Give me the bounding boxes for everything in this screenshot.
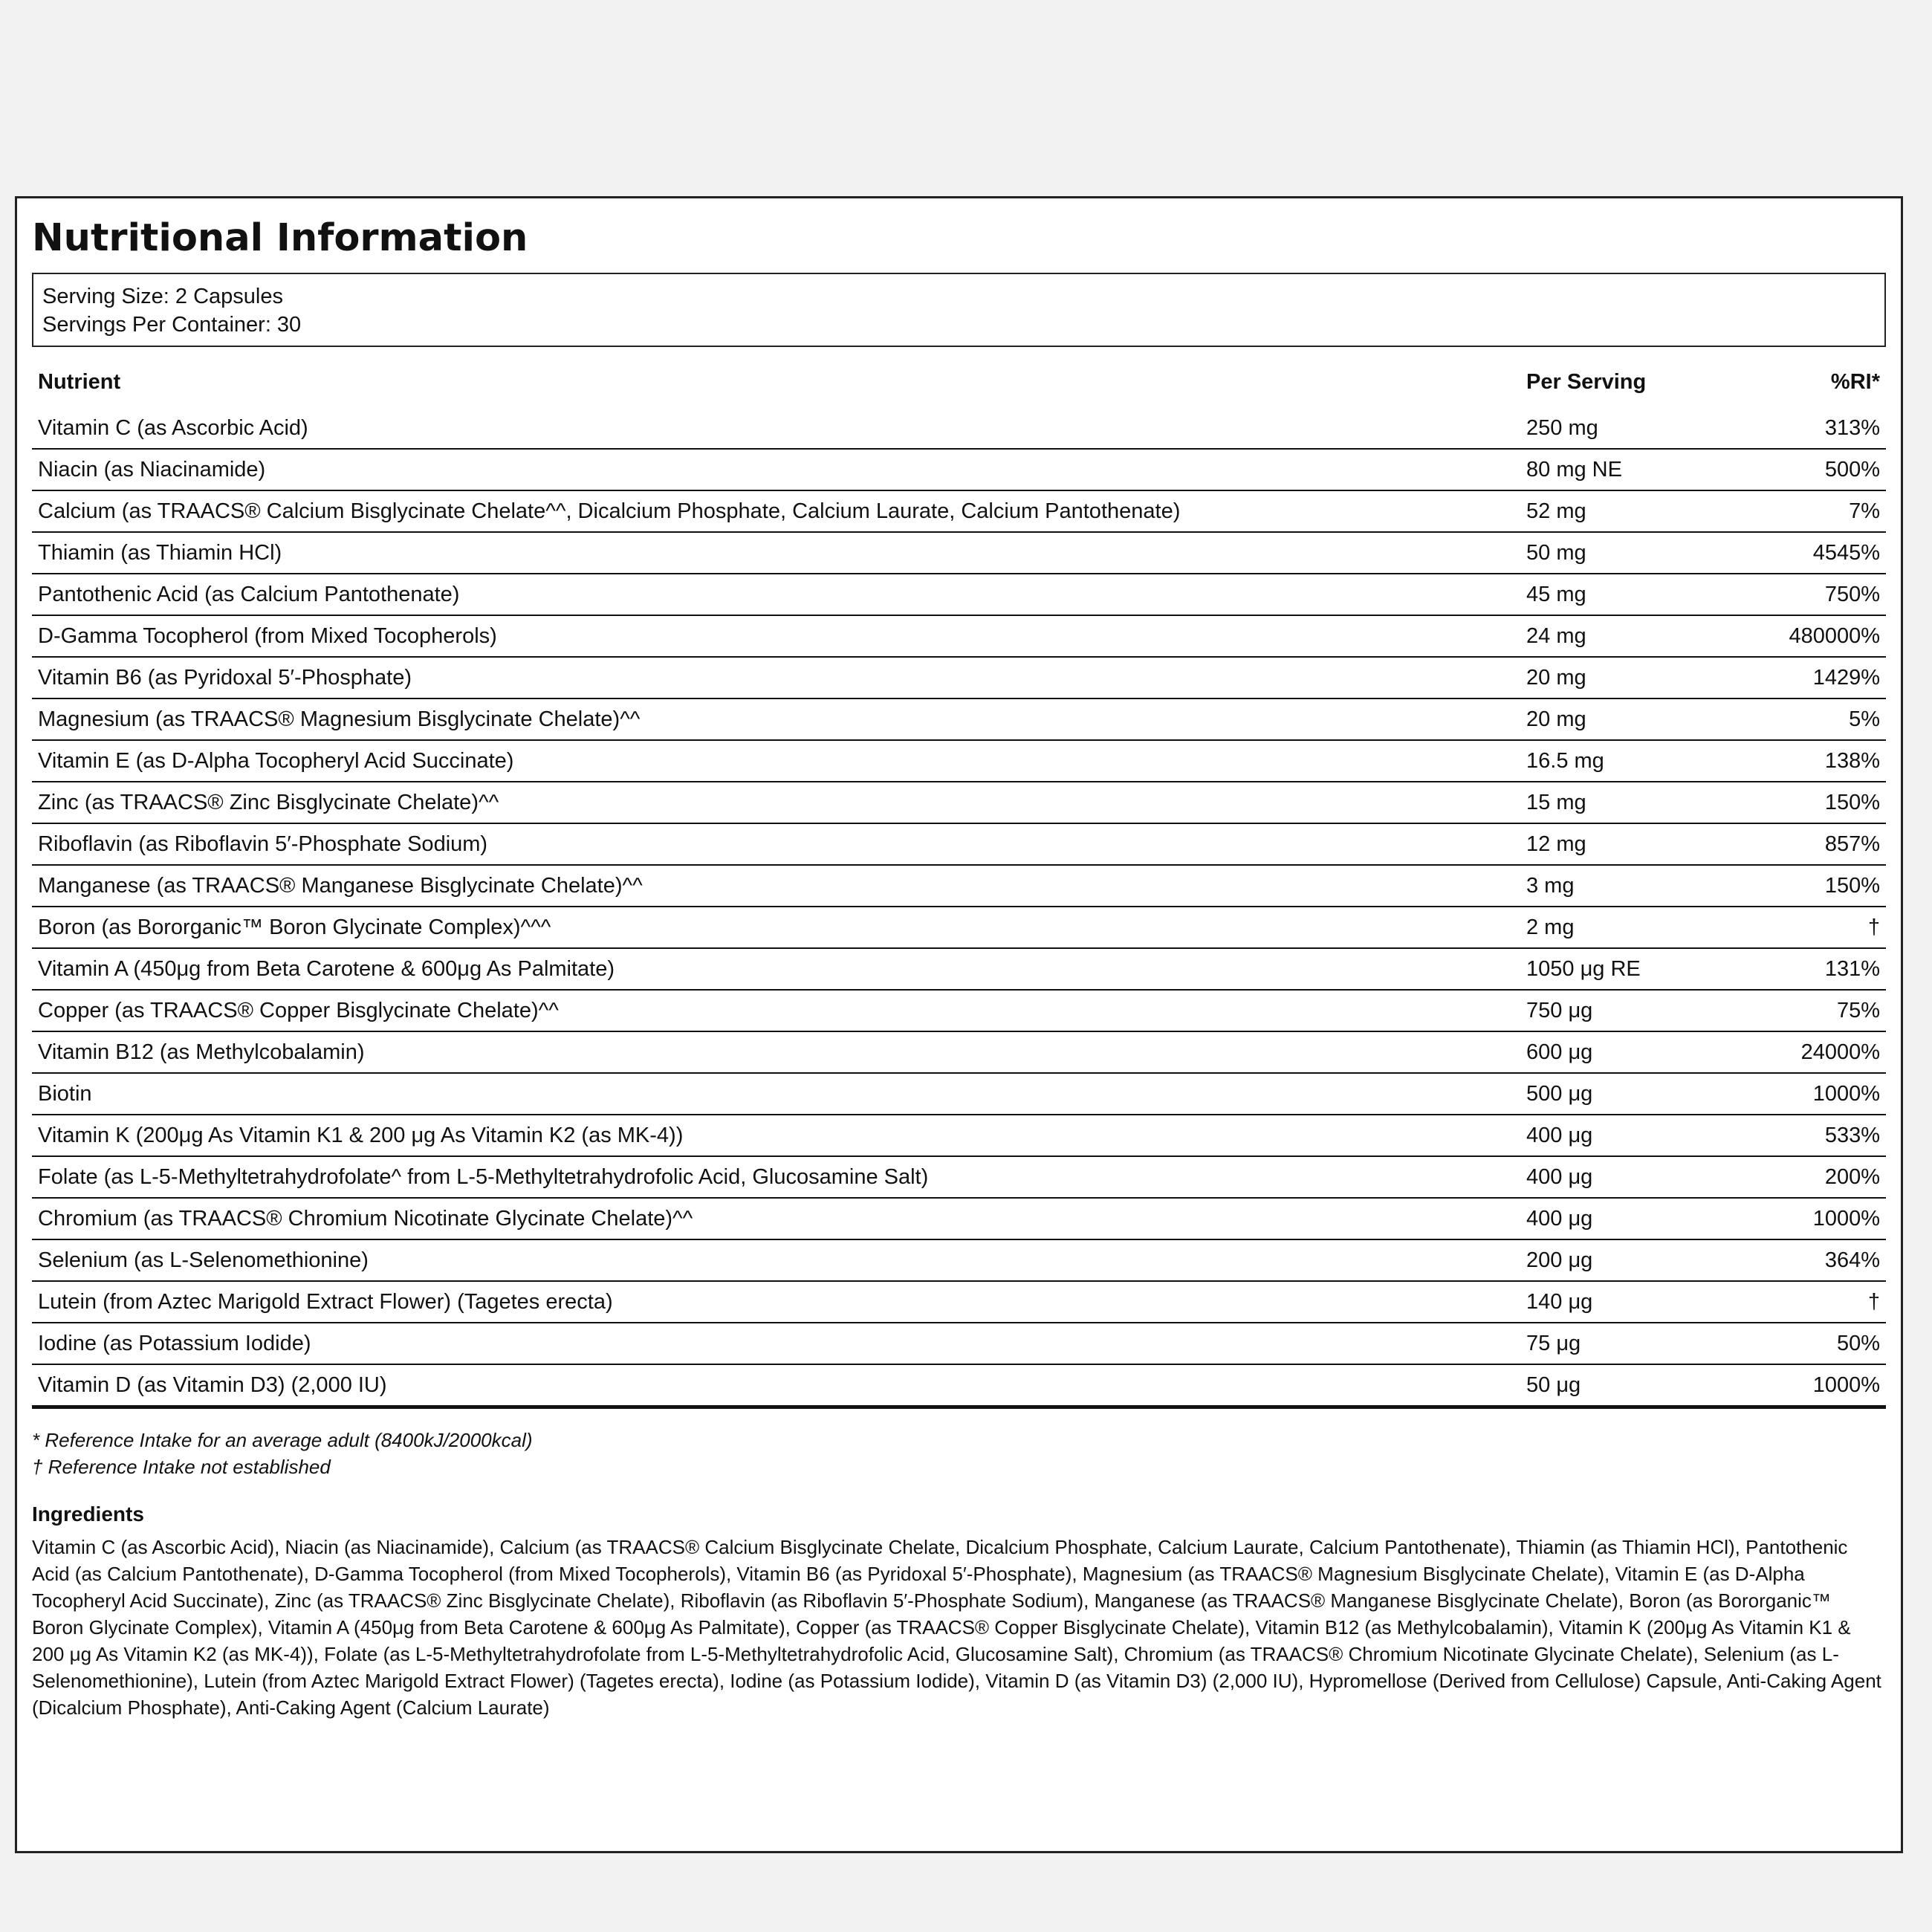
ri-cell: 50% [1740,1323,1886,1364]
per-serving-cell: 400 μg [1520,1156,1740,1198]
nutrient-name-cell: Thiamin (as Thiamin HCl) [32,532,1520,574]
nutrient-name-cell: Chromium (as TRAACS® Chromium Nicotinate Glycinate Chelate)^^ [32,1198,1520,1239]
table-row [32,532,1886,574]
table-row [32,1156,1886,1198]
nutrient-name-cell: Iodine (as Potassium Iodide) [32,1323,1520,1364]
nutrient-name-cell: Lutein (from Aztec Marigold Extract Flower) (Tagetes erecta) [32,1281,1520,1323]
nutrient-name-cell: D-Gamma Tocopherol (from Mixed Tocopherols) [32,615,1520,657]
per-serving-cell: 400 μg [1520,1115,1740,1156]
table-row [32,1281,1886,1323]
table-row [32,1031,1886,1073]
per-serving-cell: 200 μg [1520,1239,1740,1281]
table-row [32,1323,1886,1364]
ri-cell: 200% [1740,1156,1886,1198]
per-serving-cell: 15 mg [1520,782,1740,823]
nutrient-name-cell: Vitamin K (200μg As Vitamin K1 & 200 μg As Vitamin K2 (as MK-4)) [32,1115,1520,1156]
table-row [32,1198,1886,1239]
ri-cell: 1000% [1740,1198,1886,1239]
table-row [32,740,1886,782]
table-row [32,1239,1886,1281]
serving-info-box [32,273,1886,347]
table-row [32,990,1886,1031]
nutrient-name-cell: Vitamin E (as D-Alpha Tocopheryl Acid Succinate) [32,740,1520,782]
ingredients-heading: Ingredients [32,1503,144,1526]
ri-cell: 150% [1740,782,1886,823]
per-serving-cell: 140 μg [1520,1281,1740,1323]
nutrient-name-cell: Calcium (as TRAACS® Calcium Bisglycinate Chelate^^, Dicalcium Phosphate, Calcium Laurate, Calcium Pantothenate) [32,490,1520,532]
per-serving-cell: 24 mg [1520,615,1740,657]
servings-per-container: Servings Per Container: 30 [42,313,302,337]
per-serving-cell: 750 μg [1520,990,1740,1031]
table-row [32,782,1886,823]
nutrient-name-cell: Vitamin C (as Ascorbic Acid) [32,404,1520,449]
per-serving-cell: 12 mg [1520,823,1740,865]
nutrition-panel [15,196,1903,1853]
nutrient-name-cell: Pantothenic Acid (as Calcium Pantothenate) [32,574,1520,615]
ri-cell: 857% [1740,823,1886,865]
per-serving-cell: 1050 μg RE [1520,948,1740,990]
table-row [32,865,1886,907]
ri-cell: 1429% [1740,657,1886,698]
nutrient-table [32,363,1886,1409]
nutrient-name-cell: Riboflavin (as Riboflavin 5′-Phosphate Sodium) [32,823,1520,865]
table-row [32,823,1886,865]
nutrient-name-cell: Vitamin B12 (as Methylcobalamin) [32,1031,1520,1073]
per-serving-cell: 20 mg [1520,657,1740,698]
per-serving-cell: 250 mg [1520,404,1740,449]
ri-cell: 750% [1740,574,1886,615]
serving-size: Serving Size: 2 Capsules [42,285,283,308]
per-serving-cell: 50 mg [1520,532,1740,574]
nutrient-name-cell: Magnesium (as TRAACS® Magnesium Bisglycinate Chelate)^^ [32,698,1520,740]
nutrient-name-cell: Folate (as L-5-Methyltetrahydrofolate^ from L-5-Methyltetrahydrofolic Acid, Glucosamine Salt) [32,1156,1520,1198]
ri-cell: 364% [1740,1239,1886,1281]
header-nutrient: Nutrient [32,363,1520,404]
per-serving-cell: 52 mg [1520,490,1740,532]
panel-title: Nutritional Information [32,216,528,260]
ri-cell: 4545% [1740,532,1886,574]
ri-cell: 533% [1740,1115,1886,1156]
per-serving-cell: 45 mg [1520,574,1740,615]
nutrient-name-cell: Vitamin B6 (as Pyridoxal 5′-Phosphate) [32,657,1520,698]
table-row [32,657,1886,698]
per-serving-cell: 3 mg [1520,865,1740,907]
nutrient-name-cell: Selenium (as L-Selenomethionine) [32,1239,1520,1281]
table-row [32,574,1886,615]
nutrient-name-cell: Vitamin A (450μg from Beta Carotene & 600μg As Palmitate) [32,948,1520,990]
per-serving-cell: 500 μg [1520,1073,1740,1115]
ri-cell: 150% [1740,865,1886,907]
ri-cell: † [1740,1281,1886,1323]
footnote-ri: * Reference Intake for an average adult (8400kJ/2000kcal) [32,1429,533,1451]
nutrient-name-cell: Copper (as TRAACS® Copper Bisglycinate Chelate)^^ [32,990,1520,1031]
ri-cell: 1000% [1740,1073,1886,1115]
ri-cell: 75% [1740,990,1886,1031]
header-per-serving: Per Serving [1520,363,1740,404]
ri-cell: 1000% [1740,1364,1886,1407]
nutrient-name-cell: Zinc (as TRAACS® Zinc Bisglycinate Chelate)^^ [32,782,1520,823]
per-serving-cell: 20 mg [1520,698,1740,740]
per-serving-cell: 400 μg [1520,1198,1740,1239]
nutrient-name-cell: Vitamin D (as Vitamin D3) (2,000 IU) [32,1364,1520,1407]
table-row [32,615,1886,657]
table-row [32,404,1886,449]
ingredients-text: Vitamin C (as Ascorbic Acid), Niacin (as Niacinamide), Calcium (as TRAACS® Calcium Bisglycinate Chelate, Dicalcium Phosphate, Calcium Laurate, Calcium Pantothenate), Thiamin (as Thiamin HCl), Pantothenic Acid (as Calcium Pantothenate), D-Gamma Tocopherol (from Mixed Tocopherols), Vitamin B6 (as Pyridoxal 5′-Phosphate), Magnesium (as TRAACS® Magnesium Bisglycinate Chelate), Vitamin E (as D-Alpha Tocopheryl Acid Succinate), Zinc (as TRAACS® Zinc Bisglycinate Chelate), Riboflavin (as Riboflavin 5′-Phosphate Sodium), Manganese (as TRAACS® Manganese Bisglycinate Chelate), Boron (as Bororganic™ Boron Glycinate Complex), Vitamin A (450μg from Beta Carotene & 600μg As Palmitate), Copper (as TRAACS® Copper Bisglycinate Chelate), Vitamin B12 (as Methylcobalamin), Vitamin K (200μg As Vitamin K1 & 200 μg As Vitamin K2 (as MK-4)), Folate (as L-5-Methyltetrahydrofolate from L-5-Methyltetrahydrofolic Acid, Glucosamine Salt), Chromium (as TRAACS® Chromium Nicotinate Glycinate Chelate), Selenium (as L-Selenomethionine), Lutein (from Aztec Marigold Extract Flower) (Tagetes erecta), Iodine (as Potassium Iodide), Vitamin D (as Vitamin D3) (2,000 IU), Hypromellose (Derived from Cellulose) Capsule, Anti-Caking Agent (Dicalcium Phosphate), Anti-Caking Agent (Calcium Laurate) [32,1536,1881,1719]
per-serving-cell: 80 mg NE [1520,449,1740,490]
ri-cell: 7% [1740,490,1886,532]
per-serving-cell: 50 μg [1520,1364,1740,1407]
footnote-not-established: † Reference Intake not established [32,1456,331,1478]
nutrient-name-cell: Boron (as Bororganic™ Boron Glycinate Complex)^^^ [32,907,1520,948]
nutrient-name-cell: Manganese (as TRAACS® Manganese Bisglycinate Chelate)^^ [32,865,1520,907]
table-row [32,907,1886,948]
table-row [32,948,1886,990]
per-serving-cell: 75 μg [1520,1323,1740,1364]
nutrient-name-cell: Niacin (as Niacinamide) [32,449,1520,490]
ri-cell: † [1740,907,1886,948]
ri-cell: 138% [1740,740,1886,782]
per-serving-cell: 2 mg [1520,907,1740,948]
header-ri: %RI* [1740,363,1886,404]
ri-cell: 313% [1740,404,1886,449]
footnotes [32,1427,1886,1480]
table-row [32,698,1886,740]
table-row [32,449,1886,490]
nutrient-table-header [32,363,1886,404]
ri-cell: 5% [1740,698,1886,740]
nutrient-table-body [32,404,1886,1407]
ri-cell: 480000% [1740,615,1886,657]
nutrient-name-cell: Biotin [32,1073,1520,1115]
table-row [32,1073,1886,1115]
ri-cell: 131% [1740,948,1886,990]
per-serving-cell: 600 μg [1520,1031,1740,1073]
per-serving-cell: 16.5 mg [1520,740,1740,782]
table-row [32,490,1886,532]
table-row [32,1364,1886,1407]
table-row [32,1115,1886,1156]
ri-cell: 24000% [1740,1031,1886,1073]
ri-cell: 500% [1740,449,1886,490]
